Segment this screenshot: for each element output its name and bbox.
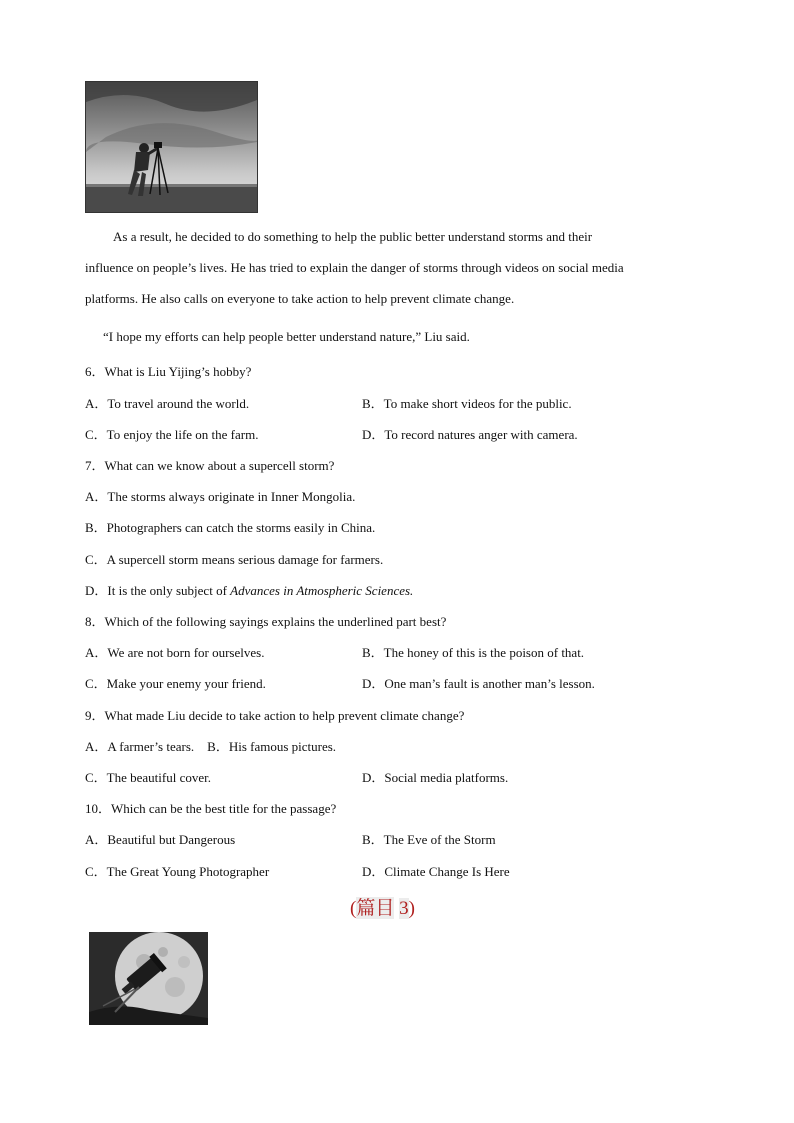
option-d[interactable]	[85, 583, 413, 599]
option-b[interactable]: B．To make short videos for the public.	[362, 396, 572, 411]
heading-open-paren: (	[350, 898, 357, 919]
passage-paragraph-line: platforms. He also calls on everyone to take action to help prevent climate change.	[85, 291, 515, 306]
passage-paragraph-line: As a result, he decided to do something to help the public better understand storms and their	[113, 229, 593, 244]
option-c[interactable]: C．The Great Young Photographer	[85, 864, 270, 879]
passage-paragraph-line: influence on people’s lives. He has tried to explain the danger of storms through videos on social media	[85, 260, 624, 275]
section-heading	[350, 896, 415, 921]
heading-number: 3	[399, 898, 409, 919]
photographer-storm-photo	[85, 81, 258, 213]
option-a-b[interactable]: A．A farmer’s tears. B．His famous pictures.	[85, 739, 337, 754]
moon-telescope-photo	[89, 932, 208, 1025]
option-a[interactable]: A．To travel around the world.	[85, 396, 250, 411]
option-a[interactable]: A．The storms always originate in Inner Mongolia.	[85, 489, 356, 504]
quote-paragraph: “I hope my efforts can help people better understand nature,” Liu said.	[103, 329, 470, 344]
question-stem: 8．Which of the following sayings explains the underlined part best?	[85, 614, 447, 629]
option-c[interactable]: C．A supercell storm means serious damage for farmers.	[85, 552, 384, 567]
option-b[interactable]: B．Photographers can catch the storms easily in China.	[85, 520, 376, 535]
heading-close-paren: )	[408, 898, 415, 919]
option-d[interactable]: D．Climate Change Is Here	[362, 864, 510, 879]
option-d[interactable]: D．One man’s fault is another man’s lesson.	[362, 676, 595, 691]
question-stem: 7．What can we know about a supercell storm?	[85, 458, 335, 473]
journal-title: Advances in Atmospheric Sciences.	[230, 583, 414, 598]
option-a[interactable]: A．We are not born for ourselves.	[85, 645, 265, 660]
question-stem: 10．Which can be the best title for the passage?	[85, 801, 337, 816]
option-b[interactable]: B．The Eve of the Storm	[362, 832, 496, 847]
heading-title: 篇目	[356, 897, 395, 919]
option-d[interactable]: D．Social media platforms.	[362, 770, 509, 785]
option-b[interactable]: B．The honey of this is the poison of that.	[362, 645, 585, 660]
option-d-text: D．It is the only subject of	[85, 583, 231, 598]
option-a[interactable]: A．Beautiful but Dangerous	[85, 832, 236, 847]
question-stem: 9．What made Liu decide to take action to help prevent climate change?	[85, 708, 465, 723]
option-c[interactable]: C．To enjoy the life on the farm.	[85, 427, 259, 442]
option-c[interactable]: C．The beautiful cover.	[85, 770, 211, 785]
question-stem: 6．What is Liu Yijing’s hobby?	[85, 364, 252, 379]
option-d[interactable]: D．To record natures anger with camera.	[362, 427, 578, 442]
option-c[interactable]: C．Make your enemy your friend.	[85, 676, 266, 691]
